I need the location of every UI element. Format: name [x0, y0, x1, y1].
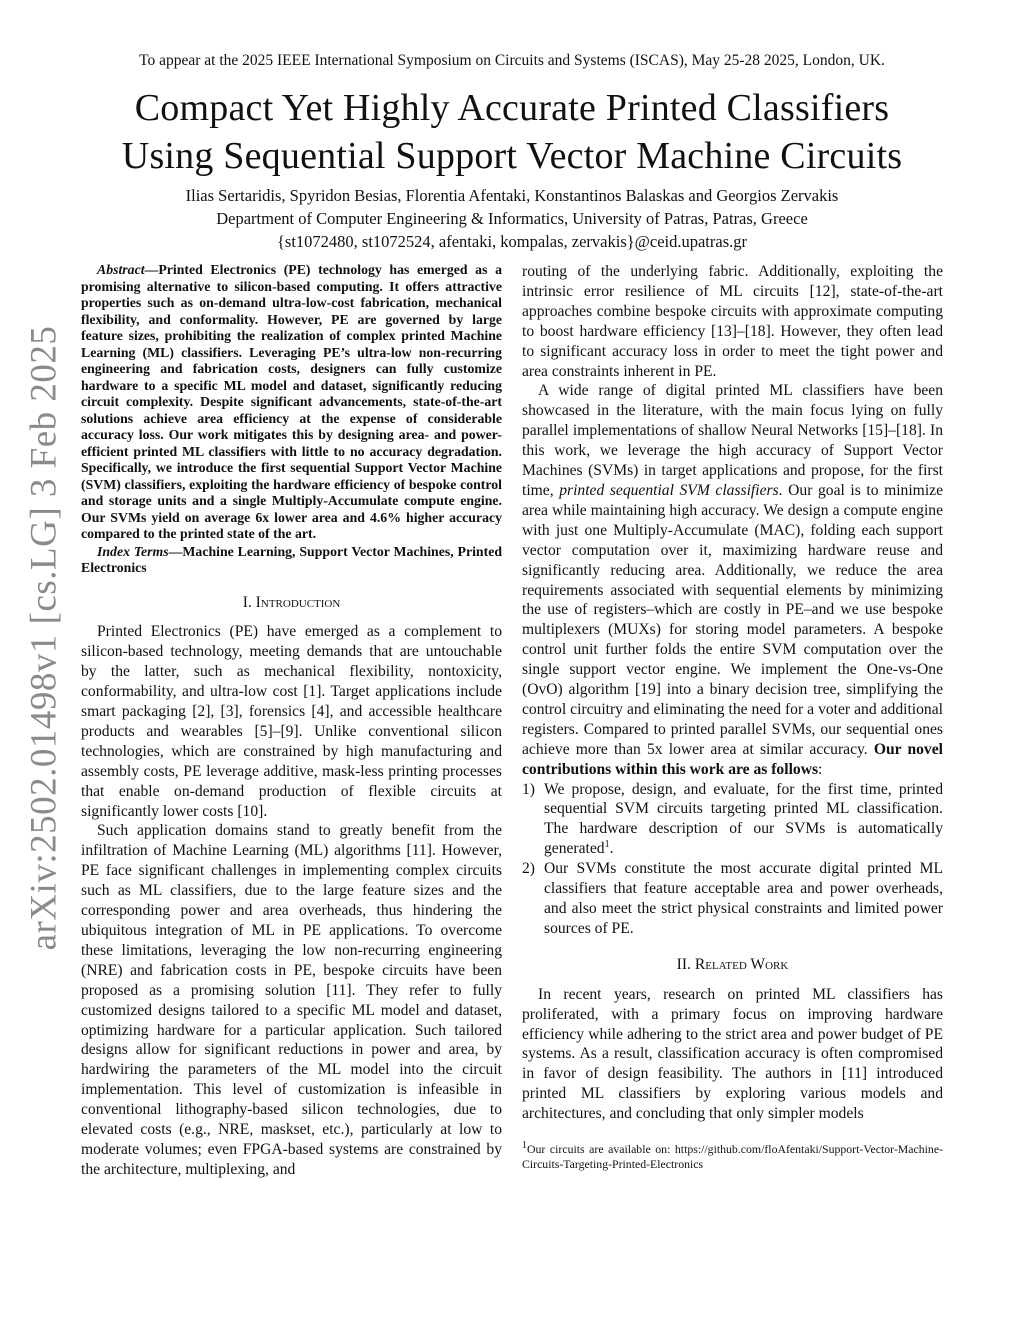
abstract: [81, 262, 502, 543]
title-line-1: Compact Yet Highly Accurate Printed Classifiers: [134, 87, 890, 129]
footnote: [522, 1142, 943, 1171]
author-names: Ilias Sertaridis, Spyridon Besias, Florentia Afentaki, Konstantinos Balaskas and Georgios Zervakis: [185, 186, 839, 205]
intro-paragraph-1: Printed Electronics (PE) have emerged as a complement to silicon-based technology, meeting demands that are untouchable by the latter, such as mechanical flexibility, nontoxicity, conformability, and ultra-low cost [1]. Target applications include smart packaging [2], [3], forensics [4], and accessible healthcare products and wearables [5]–[9]. Unlike conventional silicon technologies, which are constrained by high manufacturing and assembly costs, PE leverage additive, mask-less printing processes that enable on-demand production of flexible circuits at significantly lower costs [10].: [81, 623, 502, 820]
para4-text-b: . Our goal is to minimize area while maintaining high accuracy. We design a compute engine with just one Multiply-Accumulate (MAC), folding each support vector computation over it, maximizing hardware reuse and significantly reducing area. Additionally, we reduce the area requirements associated with sequential elements by minimizing the use of registers–which are costly in PE–and we use bespoke multiplexers (MUXs) for storing model parameters. A bespoke control unit further folds the entire SVM computation over the single support vector engine. We implement the One-vs-One (OvO) algorithm [19] into a binary decision tree, simplifying the control circuitry and eliminating the need for a voter and additional registers. Compared to printed parallel SVMs, our sequential ones achieve more than 5x lower area at similar accuracy.: [522, 481, 943, 758]
abstract-text: —Printed Electronics (PE) technology has emerged as a promising alternative to silicon-based computing. It offers attractive properties such as on-demand ultra-low-cost fabrication, mechanical flexibility, and conformality. However, PE are governed by large feature sizes, prohibiting the realization of complex printed Machine Learning (ML) classifiers. Leveraging PE’s ultra-low non-recurring engineering and fabrication costs, designers can fully customize hardware to a specific ML model and dataset, significantly reducing circuit complexity. Despite significant advancements, state-of-the-art solutions achieve area efficiency at the expense of considerable accuracy loss. Our work mitigates this by designing area- and power-efficient printed ML classifiers with little to no accuracy degradation. Specifically, we introduce the first sequential Support Vector Machine (SVM) classifiers, exploiting the hardware efficiency of bespoke control and storage units and a single Multiply-Accumulate compute engine. Our SVMs yield on average 6x lower area and 4.6% higher accuracy compared to the printed state of the art.: [81, 262, 502, 541]
footnote-mark: 1: [522, 1140, 527, 1152]
title-line-2: Using Sequential Support Vector Machine Circuits: [121, 135, 903, 177]
related-work-paragraph-1: In recent years, research on printed ML classifiers has proliferated, with a primary focus on improving hardware efficiency while adhering to the strict area and power budget of PE systems. As a result, classification accuracy is often compromised in favor of design feasibility. The authors in [11] introduced printed ML classifiers by exploring various models and architectures, and concluding that only simpler models: [522, 985, 943, 1123]
abstract-label: Abstract: [97, 262, 145, 277]
para4-emphasis: printed sequential SVM classifiers: [559, 481, 779, 499]
contribution-number: 1): [522, 780, 535, 798]
arxiv-identifier: arXiv:2502.01498v1 [cs.LG] 3 Feb 2025: [23, 325, 65, 951]
left-column: [81, 262, 502, 1180]
contributions-list: [522, 780, 943, 939]
intro-paragraph-3: routing of the underlying fabric. Additionally, exploiting the intrinsic error resilience of ML circuits [12], state-of-the-art approaches combine bespoke circuits with approximate computing to boost hardware efficiency [13]–[18]. However, they often lead to significant accuracy loss in order to meet the tight power and area constraints inherent in PE.: [522, 263, 943, 380]
contribution-item: [522, 859, 943, 939]
author-affiliation: Department of Computer Engineering & Informatics, University of Patras, Patras, Greece: [216, 209, 808, 228]
author-block: [0, 184, 1024, 253]
para4-text-a: A wide range of digital printed ML classifiers have been showcased in the literature, with the main focus lying on fully parallel implementations of shallow Neural Networks [15]–[18]. In this work, we leverage the high accuracy of Support Vector Machines (SVMs) in target applications and propose, for the first time,: [522, 382, 943, 499]
contribution-text: Our SVMs constitute the most accurate digital printed ML classifiers that feature acceptable area and power overheads, and also meet the strict physical constraints and limited power sources of PE.: [544, 860, 943, 937]
contribution-end: .: [609, 840, 614, 858]
index-terms-text: —Machine Learning, Support Vector Machines, Printed Electronics: [81, 543, 502, 575]
intro-paragraph-2: Such application domains stand to greatly benefit from the infiltration of Machine Learning (ML) algorithms [11]. However, PE face significant challenges in implementing complex circuits such as ML classifiers, due to the large feature sizes and the corresponding power and area overheads, thus hindering the ubiquitous integration of ML in PE applications. To overcome these limitations, leveraging the low non-recurring engineering (NRE) and fabrication costs in PE, bespoke circuits have been proposed as a promising solution [11]. They refer to fully customized designs tailored to a specific ML model and dataset, optimizing hardware for a particular application. Such tailored designs allow for significant reductions in power and area, by hardwiring the parameters of the ML model into the circuit implementation. This level of customization is infeasible in conventional lithography-based silicon technologies, due to elevated costs (e.g., NRE, maskset, etc.), particularly at low to moderate volumes; even FPGA-based systems are constrained by the architecture, multiplexing, and: [81, 822, 502, 1178]
contributions-lead: Our novel contributions within this work are as follows: [522, 740, 943, 778]
index-terms-label: Index Terms: [97, 543, 169, 559]
author-emails: {st1072480, st1072524, afentaki, kompalas, zervakis}@ceid.upatras.gr: [276, 232, 747, 251]
section-heading-introduction: I. Introduction: [242, 593, 341, 611]
right-column: [522, 262, 943, 1171]
footnote-reference[interactable]: 1: [604, 839, 610, 851]
index-terms: [81, 544, 502, 577]
contribution-item: [522, 780, 943, 860]
para4-end: :: [818, 760, 823, 778]
contribution-number: 2): [522, 860, 535, 878]
section-heading-related-work: II. Related Work: [676, 955, 789, 973]
conference-banner: To appear at the 2025 IEEE International Symposium on Circuits and Systems (ISCAS), May 25-28 2025, London, UK.: [139, 52, 885, 69]
intro-paragraph-4: [522, 381, 943, 779]
paper-title: [40, 84, 984, 180]
contribution-text: We propose, design, and evaluate, for the first time, printed sequential SVM circuits targeting printed ML classification. The hardware description of our SVMs is automatically generated: [544, 780, 943, 858]
footnote-text[interactable]: Our circuits are available on: https://github.com/floAfentaki/Support-Vector-Machine-Circuits-Targeting-Printed-Electronics: [522, 1142, 943, 1171]
